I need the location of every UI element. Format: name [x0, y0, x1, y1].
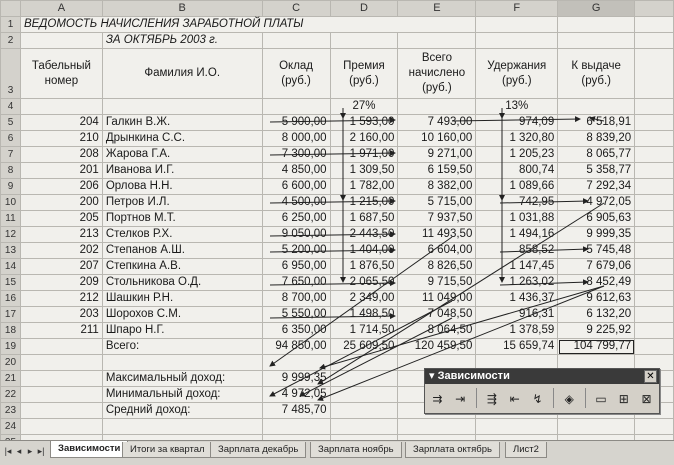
- employee-deduct[interactable]: 974,09: [476, 115, 558, 131]
- employee-total[interactable]: 9 271,00: [398, 147, 476, 163]
- row-header[interactable]: 18: [1, 323, 21, 339]
- employee-deduct[interactable]: 1 031,88: [476, 211, 558, 227]
- employee-deduct[interactable]: 1 494,16: [476, 227, 558, 243]
- header-bonus[interactable]: Премия (руб.): [330, 49, 398, 99]
- totals-bonus[interactable]: 25 609,50: [330, 339, 398, 355]
- employee-salary[interactable]: 4 500,00: [262, 195, 330, 211]
- column-header-blank: [635, 1, 674, 17]
- sheet-title[interactable]: ВЕДОМОСТЬ НАЧИСЛЕНИЯ ЗАРАБОТНОЙ ПЛАТЫ: [20, 17, 475, 33]
- avg-income-value[interactable]: 7 485,70: [262, 403, 330, 419]
- employee-salary[interactable]: 8 700,00: [262, 291, 330, 307]
- sheet-tab[interactable]: Лист2: [505, 442, 547, 458]
- table-row: [1, 131, 674, 147]
- employee-payout[interactable]: 9 612,63: [558, 291, 635, 307]
- sheet-tab[interactable]: Зарплата ноябрь: [310, 442, 402, 458]
- row-header[interactable]: 22: [1, 387, 21, 403]
- employee-payout[interactable]: 8 452,49: [558, 275, 635, 291]
- employee-deduct[interactable]: 742,95: [476, 195, 558, 211]
- row-header[interactable]: 20: [1, 355, 21, 371]
- avg-income-label[interactable]: Средний доход:: [102, 403, 262, 419]
- table-row: [1, 227, 674, 243]
- employee-deduct[interactable]: 858,52: [476, 243, 558, 259]
- deduct-rate[interactable]: 13%: [476, 99, 558, 115]
- employee-bonus[interactable]: 1 309,50: [330, 163, 398, 179]
- employee-total[interactable]: 8 826,50: [398, 259, 476, 275]
- employee-salary[interactable]: 9 050,00: [262, 227, 330, 243]
- new-comment-icon[interactable]: ▭: [595, 392, 607, 406]
- employee-deduct[interactable]: 1 147,45: [476, 259, 558, 275]
- employee-bonus[interactable]: 1 971,00: [330, 147, 398, 163]
- sheet-tab[interactable]: Зарплата октябрь: [405, 442, 500, 458]
- column-header-a[interactable]: A: [20, 1, 102, 17]
- employee-total[interactable]: 5 715,00: [398, 195, 476, 211]
- employee-tabnum[interactable]: 211: [20, 323, 102, 339]
- employee-tabnum[interactable]: 212: [20, 291, 102, 307]
- employee-deduct[interactable]: 800,74: [476, 163, 558, 179]
- table-row: [1, 163, 674, 179]
- employee-name[interactable]: Галкин В.Ж.: [102, 115, 262, 131]
- employee-salary[interactable]: 6 600,00: [262, 179, 330, 195]
- employee-salary[interactable]: 5 900,00: [262, 115, 330, 131]
- row-header[interactable]: 2: [1, 33, 21, 49]
- toolbar-separator: [476, 388, 477, 408]
- sheet-tab[interactable]: Зарплата декабрь: [210, 442, 306, 458]
- employee-salary[interactable]: 6 350,00: [262, 323, 330, 339]
- employee-name[interactable]: Шпаро Н.Г.: [102, 323, 262, 339]
- row-header[interactable]: 12: [1, 227, 21, 243]
- employee-total[interactable]: 6 604,00: [398, 243, 476, 259]
- employee-salary[interactable]: 6 950,00: [262, 259, 330, 275]
- row-header[interactable]: 8: [1, 163, 21, 179]
- row-header[interactable]: 6: [1, 131, 21, 147]
- employee-tabnum[interactable]: 210: [20, 131, 102, 147]
- row-header[interactable]: 24: [1, 419, 21, 435]
- employee-deduct[interactable]: 1 436,37: [476, 291, 558, 307]
- totals-total[interactable]: 120 459,50: [398, 339, 476, 355]
- bonus-rate[interactable]: 27%: [330, 99, 398, 115]
- trace-precedents-icon[interactable]: ⇉: [432, 392, 443, 406]
- employee-payout[interactable]: 9 999,35: [558, 227, 635, 243]
- prev-sheet-icon[interactable]: ◂: [16, 446, 22, 456]
- table-row: [1, 275, 674, 291]
- employee-total[interactable]: 7 493,00: [398, 115, 476, 131]
- employee-name[interactable]: Шорохов С.М.: [102, 307, 262, 323]
- employee-salary[interactable]: 7 650,00: [262, 275, 330, 291]
- sheet-tab-bar: [0, 440, 674, 465]
- employee-bonus[interactable]: 1 782,00: [330, 179, 398, 195]
- row-header[interactable]: 5: [1, 115, 21, 131]
- max-income-label[interactable]: Максимальный доход:: [102, 371, 262, 387]
- employee-payout[interactable]: 8 065,77: [558, 147, 635, 163]
- row-header[interactable]: 10: [1, 195, 21, 211]
- min-income-label[interactable]: Минимальный доход:: [102, 387, 262, 403]
- min-income-value[interactable]: 4 972,05: [262, 387, 330, 403]
- sheet-subtitle[interactable]: ЗА ОКТЯБРЬ 2003 г.: [102, 33, 262, 49]
- employee-bonus[interactable]: 2 065,50: [330, 275, 398, 291]
- header-tabnum[interactable]: Табельный номер: [20, 49, 102, 99]
- select-all-corner[interactable]: [1, 1, 21, 17]
- header-deduct[interactable]: Удержания (руб.): [476, 49, 558, 99]
- table-row: [1, 211, 674, 227]
- employee-deduct[interactable]: 1 089,66: [476, 179, 558, 195]
- row-header[interactable]: 16: [1, 291, 21, 307]
- employee-name[interactable]: Петров И.Л.: [102, 195, 262, 211]
- employee-deduct[interactable]: 1 263,02: [476, 275, 558, 291]
- totals-salary[interactable]: 94 850,00: [262, 339, 330, 355]
- row-header[interactable]: 3: [1, 49, 21, 99]
- header-name[interactable]: Фамилия И.О.: [102, 49, 262, 99]
- employee-name[interactable]: Дрынкина С.С.: [102, 131, 262, 147]
- employee-payout[interactable]: 7 679,06: [558, 259, 635, 275]
- employee-name[interactable]: Стольникова О.Д.: [102, 275, 262, 291]
- employee-rows: [1, 115, 674, 339]
- totals-deduct[interactable]: 15 659,74: [476, 339, 558, 355]
- employee-tabnum[interactable]: 208: [20, 147, 102, 163]
- row-header[interactable]: 4: [1, 99, 21, 115]
- circle-invalid-data-icon[interactable]: ⊞: [618, 392, 629, 406]
- employee-salary[interactable]: 6 250,00: [262, 211, 330, 227]
- dependencies-toolbar[interactable]: [424, 368, 660, 414]
- first-sheet-icon[interactable]: |◂: [4, 446, 12, 456]
- clear-validation-circles-icon[interactable]: ⊠: [641, 392, 652, 406]
- employee-payout[interactable]: 5 358,77: [558, 163, 635, 179]
- toolbar-separator: [553, 388, 554, 408]
- employee-name[interactable]: Шашкин Р.Н.: [102, 291, 262, 307]
- trace-dependents-icon[interactable]: ⇶: [486, 392, 497, 406]
- totals-label[interactable]: Всего:: [102, 339, 262, 355]
- employee-tabnum[interactable]: 202: [20, 243, 102, 259]
- row-header[interactable]: 17: [1, 307, 21, 323]
- employee-total[interactable]: 9 715,50: [398, 275, 476, 291]
- close-icon[interactable]: ✕: [644, 370, 657, 383]
- table-row: [1, 179, 674, 195]
- last-sheet-icon[interactable]: ▸|: [37, 446, 45, 456]
- row-header[interactable]: 14: [1, 259, 21, 275]
- employee-name[interactable]: Степкина А.В.: [102, 259, 262, 275]
- table-row: [1, 243, 674, 259]
- employee-salary[interactable]: 7 300,00: [262, 147, 330, 163]
- table-row: [1, 307, 674, 323]
- employee-tabnum[interactable]: 204: [20, 115, 102, 131]
- employee-salary[interactable]: 5 200,00: [262, 243, 330, 259]
- employee-payout[interactable]: 8 839,20: [558, 131, 635, 147]
- row-header[interactable]: 7: [1, 147, 21, 163]
- employee-total[interactable]: 6 159,50: [398, 163, 476, 179]
- employee-payout[interactable]: 6 518,91: [558, 115, 635, 131]
- employee-name[interactable]: Стелков Р.Х.: [102, 227, 262, 243]
- table-row: [1, 291, 674, 307]
- employee-bonus[interactable]: 1 498,50: [330, 307, 398, 323]
- remove-precedent-arrows-icon[interactable]: ⇥: [455, 392, 466, 406]
- employee-salary[interactable]: 5 550,00: [262, 307, 330, 323]
- employee-tabnum[interactable]: 200: [20, 195, 102, 211]
- employee-payout[interactable]: 9 225,92: [558, 323, 635, 339]
- employee-bonus[interactable]: 1 593,00: [330, 115, 398, 131]
- max-income-value[interactable]: 9 999,35: [262, 371, 330, 387]
- employee-name[interactable]: Жарова Г.А.: [102, 147, 262, 163]
- table-row: [1, 323, 674, 339]
- employee-payout[interactable]: 5 745,48: [558, 243, 635, 259]
- column-header-d[interactable]: D: [330, 1, 398, 17]
- column-header-e[interactable]: E: [398, 1, 476, 17]
- employee-bonus[interactable]: 2 160,00: [330, 131, 398, 147]
- toolbar-buttons: [425, 384, 659, 414]
- employee-total[interactable]: 10 160,00: [398, 131, 476, 147]
- table-row: [1, 259, 674, 275]
- employee-name[interactable]: Степанов А.Ш.: [102, 243, 262, 259]
- row-header[interactable]: 15: [1, 275, 21, 291]
- row-header[interactable]: 13: [1, 243, 21, 259]
- sheet-tab[interactable]: Зависимости: [50, 441, 128, 458]
- toolbar-separator: [585, 388, 586, 408]
- employee-tabnum[interactable]: 209: [20, 275, 102, 291]
- toolbar-menu-icon[interactable]: ▾: [429, 370, 438, 382]
- header-total[interactable]: Всего начислено (руб.): [398, 49, 476, 99]
- next-sheet-icon[interactable]: ▸: [27, 446, 33, 456]
- column-header-b[interactable]: B: [102, 1, 262, 17]
- row-header[interactable]: 11: [1, 211, 21, 227]
- column-header-f[interactable]: F: [476, 1, 558, 17]
- totals-payout[interactable]: 104 799,77: [558, 339, 635, 355]
- employee-payout[interactable]: 6 132,20: [558, 307, 635, 323]
- trace-error-icon[interactable]: ◈: [564, 392, 574, 406]
- employee-total[interactable]: 7 937,50: [398, 211, 476, 227]
- header-payout[interactable]: К выдаче (руб.): [558, 49, 635, 99]
- employee-total[interactable]: 8 382,00: [398, 179, 476, 195]
- employee-bonus[interactable]: 1 404,00: [330, 243, 398, 259]
- toolbar-title: Зависимости: [437, 370, 510, 382]
- employee-total[interactable]: 11 493,50: [398, 227, 476, 243]
- employee-deduct[interactable]: 916,31: [476, 307, 558, 323]
- employee-payout[interactable]: 4 972,05: [558, 195, 635, 211]
- employee-total[interactable]: 7 048,50: [398, 307, 476, 323]
- row-header[interactable]: 21: [1, 371, 21, 387]
- header-salary[interactable]: Оклад (руб.): [262, 49, 330, 99]
- sheet-tab[interactable]: Итоги за квартал: [122, 442, 213, 458]
- employee-payout[interactable]: 7 292,34: [558, 179, 635, 195]
- row-header[interactable]: 9: [1, 179, 21, 195]
- employee-deduct[interactable]: 1 320,80: [476, 131, 558, 147]
- employee-total[interactable]: 8 064,50: [398, 323, 476, 339]
- row-header[interactable]: 19: [1, 339, 21, 355]
- employee-total[interactable]: 11 049,00: [398, 291, 476, 307]
- employee-payout[interactable]: 6 905,63: [558, 211, 635, 227]
- employee-bonus[interactable]: 1 714,50: [330, 323, 398, 339]
- employee-tabnum[interactable]: 207: [20, 259, 102, 275]
- toolbar-titlebar[interactable]: [425, 369, 659, 384]
- employee-deduct[interactable]: 1 378,59: [476, 323, 558, 339]
- table-row: [1, 115, 674, 131]
- table-row: [1, 147, 674, 163]
- employee-bonus[interactable]: 1 215,00: [330, 195, 398, 211]
- employee-salary[interactable]: 4 850,00: [262, 163, 330, 179]
- remove-dependent-arrows-icon[interactable]: ⇤: [509, 392, 520, 406]
- column-header-c[interactable]: C: [262, 1, 330, 17]
- employee-tabnum[interactable]: 203: [20, 307, 102, 323]
- employee-bonus[interactable]: 1 876,50: [330, 259, 398, 275]
- remove-all-arrows-icon[interactable]: ↯: [532, 392, 543, 406]
- employee-bonus[interactable]: 1 687,50: [330, 211, 398, 227]
- row-header[interactable]: 23: [1, 403, 21, 419]
- employee-bonus[interactable]: 2 443,50: [330, 227, 398, 243]
- employee-salary[interactable]: 8 000,00: [262, 131, 330, 147]
- table-row: [1, 195, 674, 211]
- employee-tabnum[interactable]: 205: [20, 211, 102, 227]
- employee-bonus[interactable]: 2 349,00: [330, 291, 398, 307]
- employee-deduct[interactable]: 1 205,23: [476, 147, 558, 163]
- employee-tabnum[interactable]: 213: [20, 227, 102, 243]
- employee-tabnum[interactable]: 206: [20, 179, 102, 195]
- employee-name[interactable]: Иванова И.Г.: [102, 163, 262, 179]
- employee-tabnum[interactable]: 201: [20, 163, 102, 179]
- row-header[interactable]: 1: [1, 17, 21, 33]
- employee-name[interactable]: Орлова Н.Н.: [102, 179, 262, 195]
- column-header-g[interactable]: G: [558, 1, 635, 17]
- employee-name[interactable]: Портнов М.Т.: [102, 211, 262, 227]
